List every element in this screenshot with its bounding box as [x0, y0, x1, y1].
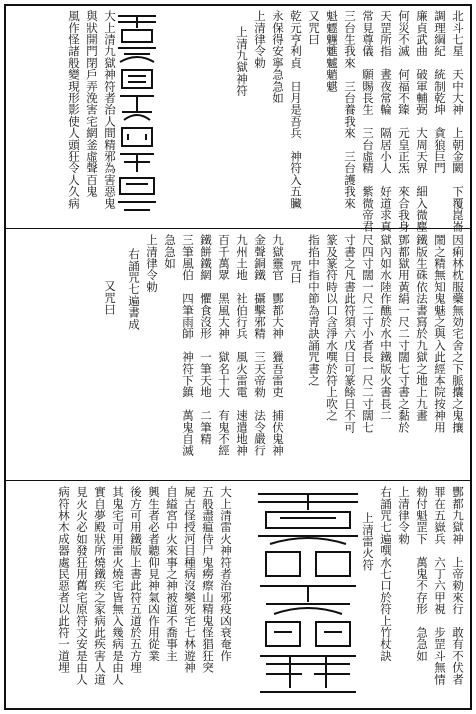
- scripture-page: [4, 4, 472, 710]
- text-column: 調理綱紀 統制乾坤 貪狼巨門: [433, 10, 447, 174]
- text-column: 常見尊儀 願賜長生 三台虛精 紫微帝君: [361, 10, 375, 233]
- text-column: 五般盡瘟侍尸鬼癆瘵山精鬼怪猖狂突: [201, 486, 215, 674]
- text-column: 永保得安寧急急如: [271, 10, 285, 104]
- text-column: 實自夢殿狀所燒鐵疾之家病此疾害人道: [93, 486, 107, 685]
- text-column: 寸書之凡書此符須六戊日可篆餘日不可: [343, 234, 357, 433]
- text-column: 北斗七星 天中大神 上朝金闕 下覆崑崙: [451, 10, 465, 233]
- text-column: 見火火必如發狂用舊宅原符文安是由人: [75, 486, 89, 685]
- text-column: 又咒曰: [103, 280, 117, 316]
- text-column: 篆及篆符時以口含淨水噀於符上吹之: [325, 234, 339, 422]
- text-column: 尺四寸闊一尺二寸小者長一尺二寸闊七: [361, 234, 375, 433]
- text-column: 酆都九獄神 上帝勑來行 敢有不伏者: [451, 486, 465, 685]
- text-column: 金聲銅鐵 攝擊邪精 三天帝勑 法令嚴行: [253, 234, 267, 457]
- panel-divider-bottom: [6, 480, 470, 481]
- text-column: 鐵餅鐵網 懼食沒形 一筆天地 二筆精: [199, 234, 213, 445]
- text-column: 風作怪諸般變現形影使人頭狂令人久病: [67, 10, 81, 209]
- text-column: 獄內如水陸作醮於水中鐵版火書長二: [379, 234, 393, 422]
- text-column: 九獄靈官 酆都大神 獵吾雷吏 捕伏鬼神: [271, 234, 285, 457]
- text-column: 上清律令勅: [145, 234, 159, 293]
- talisman-glyph: [250, 488, 366, 702]
- text-column: 自縊宮中火來事之神被道不喬事主: [165, 486, 179, 662]
- text-column: 大上清雷火神符者治邪疫凶衰奄作: [219, 486, 233, 662]
- text-column: 廉貞武曲 破軍輔弼 大周天界 細入微塵: [415, 10, 429, 233]
- text-column: 右誦咒七遍噀水七口於符上竹杖訣: [379, 486, 393, 662]
- text-column: 三筆風伯 四筆雨師 神符下鎮 萬鬼自滅: [181, 234, 195, 457]
- text-column: 三台生我來 三台養我來 三台護我來: [343, 10, 357, 209]
- text-column: 大上清九獄神符者治人間精邪為害惡鬼: [103, 10, 117, 209]
- section-heading: 上清九獄神符: [235, 26, 249, 97]
- panel-bottom: [6, 482, 470, 712]
- text-column: 其鬼宅可用雷火燒宅皆無入幾病是由人: [111, 486, 125, 685]
- panel-middle: [6, 230, 470, 480]
- text-column: 右誦咒七遍書成: [127, 248, 141, 330]
- text-column: 上清律令勑: [397, 486, 411, 545]
- text-column: 勑付魁罡下 萬鬼不存形 急急如: [415, 486, 429, 662]
- text-column: 屍古怪授河目種病沒樂死宅七林遊神: [183, 486, 197, 674]
- text-column: 興生者必者聽仰見神氣凶作用從業: [147, 486, 161, 662]
- section-heading: 上清雷火符: [361, 512, 375, 571]
- text-column: 鄧都獄用黃絹一尺二寸闊七寸書之黏於: [397, 234, 411, 433]
- text-column: 指掐中指中節為靑訣誦咒書之: [307, 234, 321, 387]
- text-column: 魁魒魓魋魖魈魌: [325, 10, 339, 92]
- text-column: 乾元亨利貞 日月是吾兵 神符入五臟: [289, 10, 303, 209]
- text-column: 上清律令勅: [253, 10, 267, 69]
- text-column: 天罡所指 晝夜常輪 隔居小人 好道求真: [379, 10, 393, 233]
- text-column: 又咒曰: [307, 10, 321, 46]
- text-column: 鬧之精無知鬼魅之與入此經本院按神用: [433, 234, 447, 433]
- text-column: 病符林木成器處民惡者以此符一道埋: [57, 486, 71, 674]
- text-column: 與狀開門閉戶弄浼害宅網釜虛聲百鬼: [85, 10, 99, 198]
- text-column: 咒曰: [289, 260, 303, 284]
- text-column: 因痢林枕服藥無効宅舍之下脈攮之鬼攘: [451, 234, 465, 433]
- text-column: 罪在五嶽兵 六丁六甲視 步罡斗無情: [433, 486, 447, 685]
- text-column: 百千萬眾 黑風大神 獄名十大 有鬼不經: [217, 234, 231, 457]
- text-column: 後方可用鐵版上書此符五道於五方埋: [129, 486, 143, 674]
- text-column: 何災不滅 何福不臻 元皇正炁 來合我身: [397, 10, 411, 233]
- text-column: 急急如: [163, 234, 177, 270]
- text-column: 鐵版生硃依法書寫於九獄之地上九畫: [415, 234, 429, 422]
- talisman-glyph: [114, 12, 160, 218]
- text-column: 九州土地 社伯行兵 風火雷電 速遣地神: [235, 234, 249, 457]
- panel-top: [6, 6, 470, 233]
